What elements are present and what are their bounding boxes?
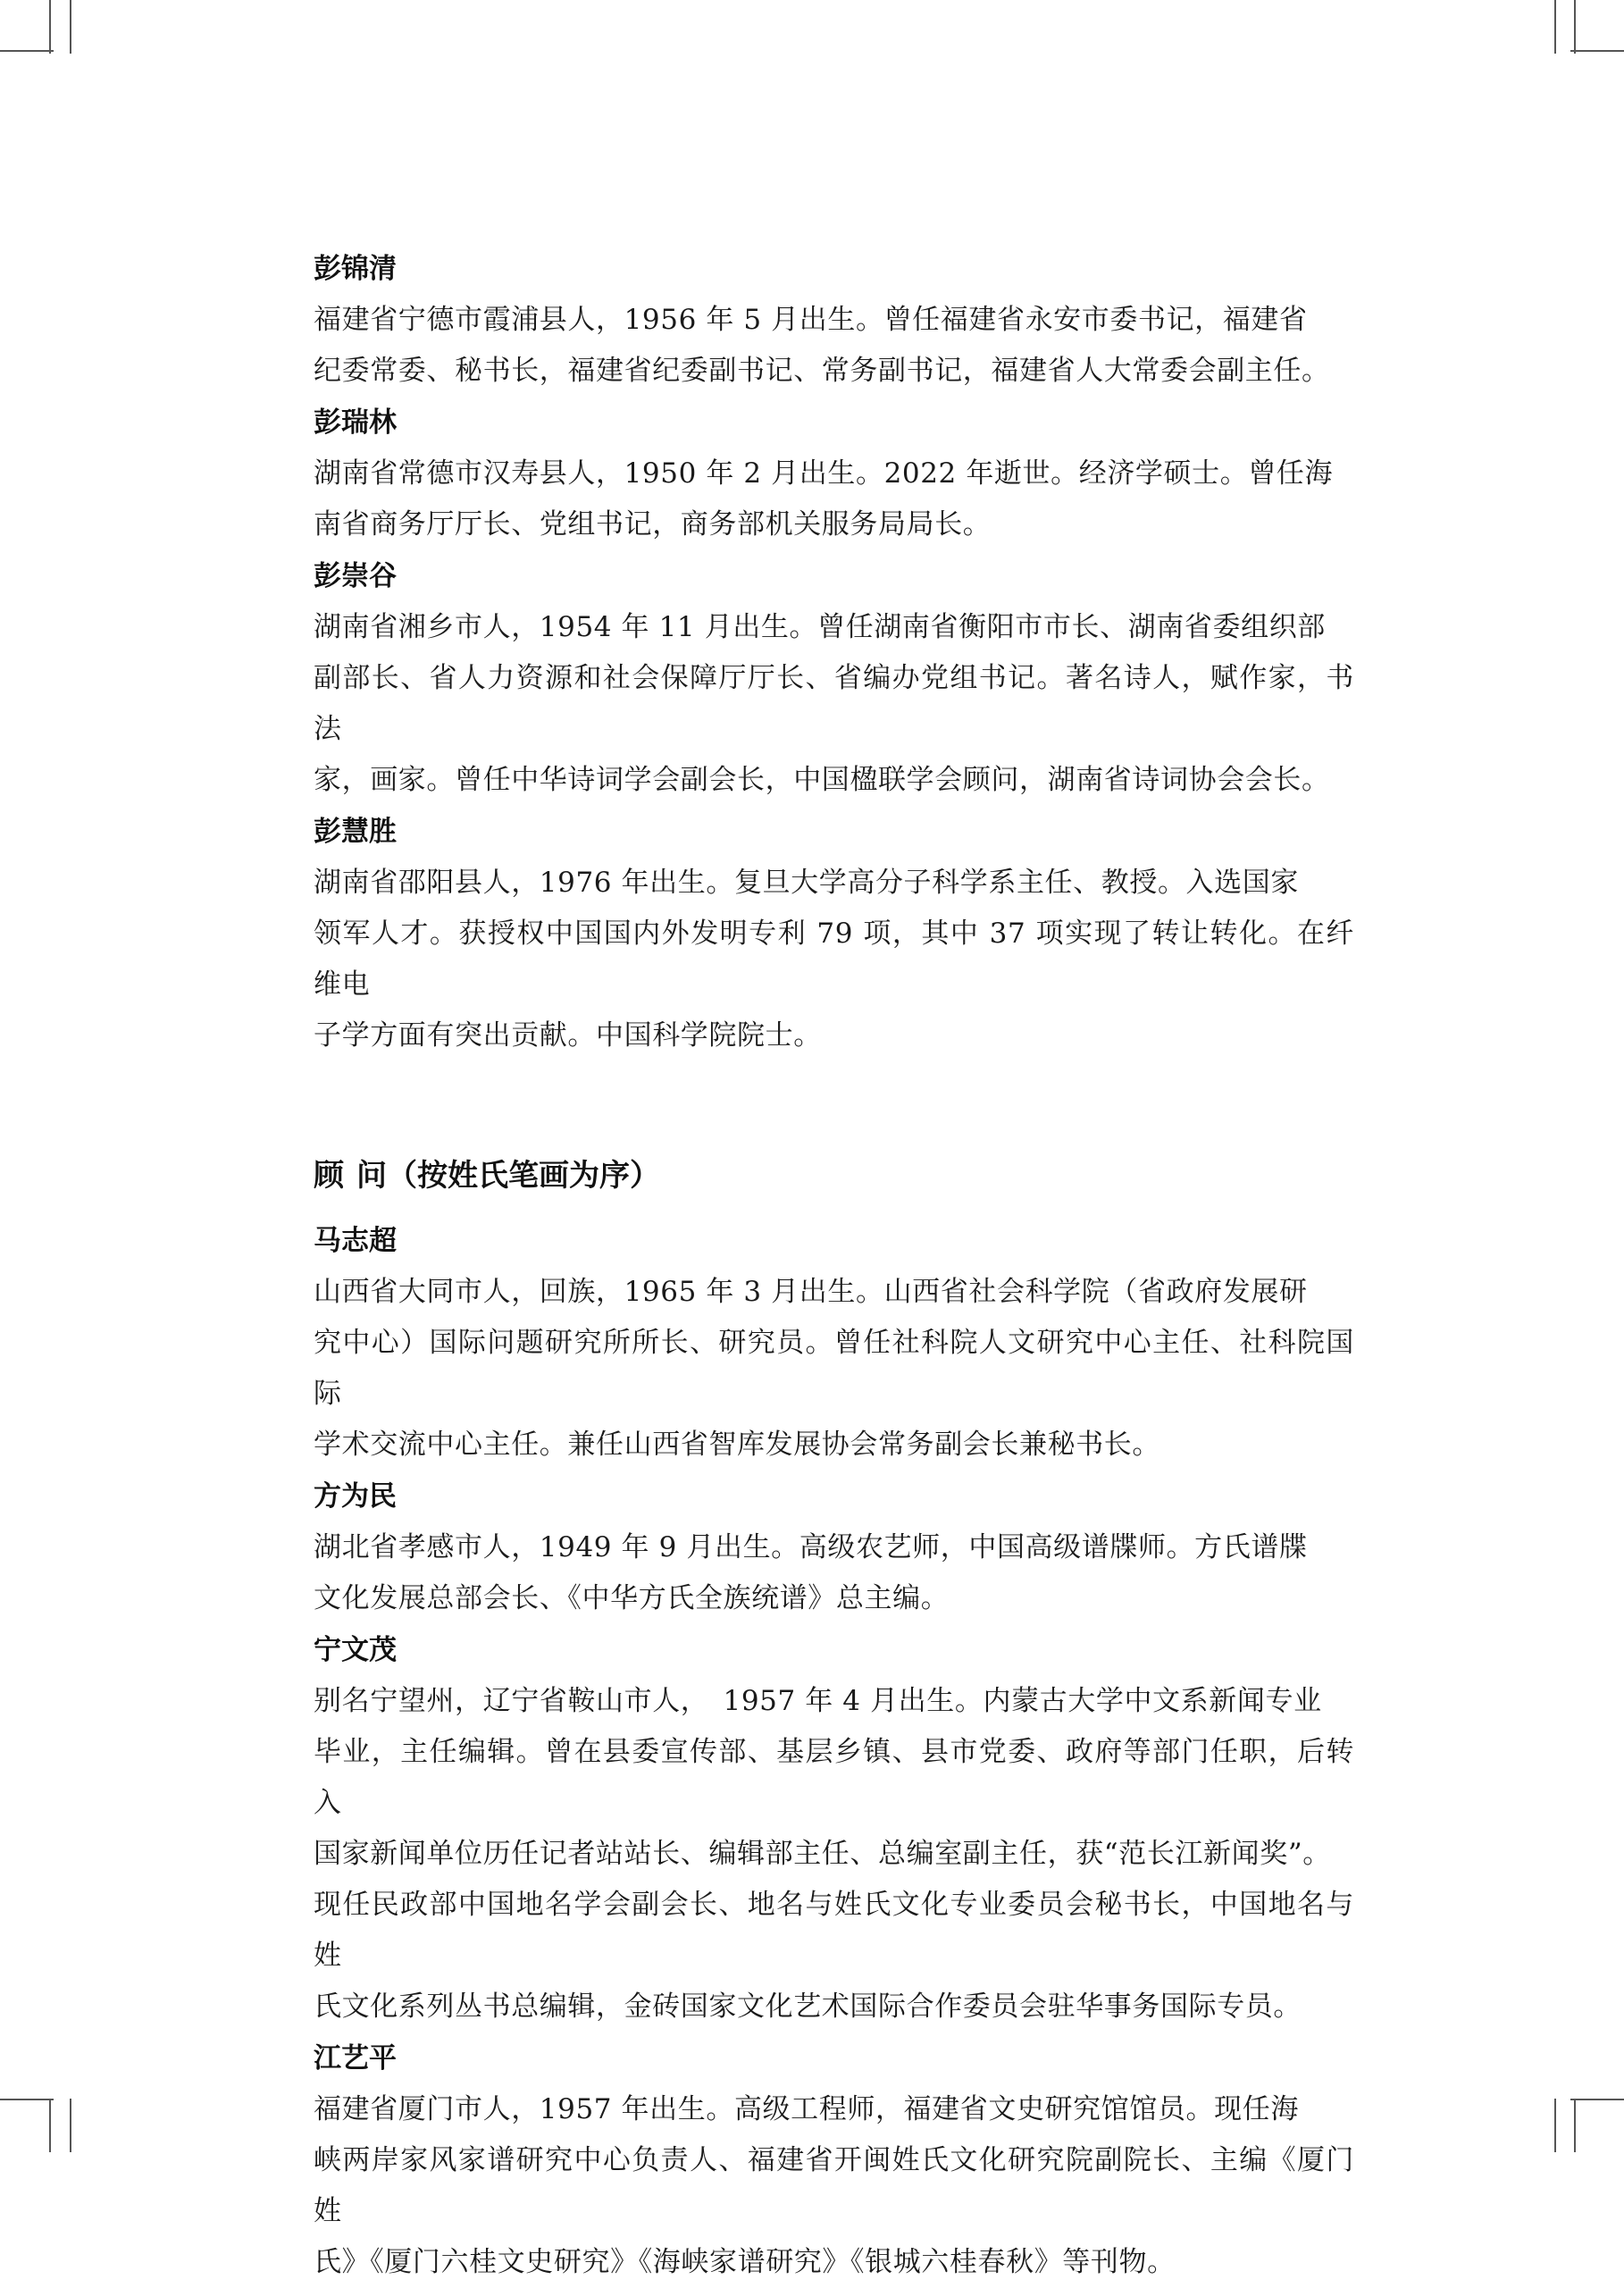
crop-mark-br-vertical-1 [1554,2099,1556,2152]
person-name: 江艺平 [314,2042,397,2074]
crop-mark-br-horizontal [1570,2099,1624,2100]
biography-entry [314,2032,1354,2288]
crop-mark-tl-horizontal [0,50,54,52]
biography-text [314,602,1354,806]
biography-text [314,1522,1354,1624]
person-name: 彭崇谷 [314,560,397,592]
crop-mark-tl-vertical-2 [70,0,71,54]
section-heading-advisors [314,1149,1354,1203]
bio-line: 氏文化系列丛书总编辑，金砖国家文化艺术国际合作委员会驻华事务国际专员。 [314,1990,1302,2023]
bio-line: 文化发展总部会长、《中华方氏全族统谱》总主编。 [314,1582,950,1614]
biography-text [314,448,1354,550]
person-name: 宁文茂 [314,1634,397,1666]
crop-mark-br-vertical-2 [1574,2099,1576,2152]
section-title-first: 顾 [314,1158,344,1194]
bio-line: 家，画家。曾任中华诗词学会副会长，中国楹联学会顾问，湖南省诗词协会会长。 [314,764,1330,796]
biography-text [314,1267,1354,1471]
bio-line: 南省商务厅厅长、党组书记，商务部机关服务局局长。 [314,508,992,541]
crop-mark-tl-vertical-1 [49,0,51,54]
crop-mark-bl-vertical-2 [70,2099,71,2152]
biography-text [314,295,1354,397]
bio-line: 国家新闻单位历任记者站站长、编辑部主任、总编室副主任，获“范长江新闻奖”。 [314,1838,1331,1870]
person-name: 方为民 [314,1480,397,1513]
biography-entry [314,550,1354,806]
biography-text [314,858,1354,1061]
bio-line: 别名宁望州，辽宁省鞍山市人， 1957 年 4 月出生。内蒙古大学中文系新闻专业 [314,1685,1322,1717]
biography-entry [314,1624,1354,2032]
bio-line: 领军人才。获授权中国国内外发明专利 79 项，其中 37 项实现了转让转化。在纤维电 [314,918,1354,1001]
crop-mark-bl-horizontal [0,2099,54,2100]
bio-line: 湖南省常德市汉寿县人，1950 年 2 月出生。2022 年逝世。经济学硕士。曾任海 [314,457,1334,490]
biography-text [314,2084,1354,2288]
bio-line: 氏》《厦门六桂文史研究》《海峡家谱研究》《银城六桂春秋》等刊物。 [314,2246,1176,2278]
biography-entry [314,1471,1354,1624]
bio-line: 子学方面有突出贡献。中国科学院院士。 [314,1019,822,1052]
entry-group-2 [314,1215,1354,2288]
person-name: 彭锦清 [314,253,397,285]
crop-mark-tr-vertical-2 [1574,0,1576,54]
person-name: 马志超 [314,1225,397,1257]
biography-text [314,1676,1354,2032]
biography-entry [314,1215,1354,1471]
section-title-rest: 问（按姓氏笔画为序） [356,1158,660,1194]
bio-line: 纪委常委、秘书长，福建省纪委副书记、常务副书记，福建省人大常委会副主任。 [314,355,1330,387]
entry-group-1 [314,243,1354,1061]
page-content [314,243,1354,2288]
bio-line: 毕业，主任编辑。曾在县委宣传部、基层乡镇、县市党委、政府等部门任职，后转入 [314,1736,1354,1819]
bio-line: 福建省宁德市霞浦县人，1956 年 5 月出生。曾任福建省永安市委书记，福建省 [314,304,1308,336]
bio-line: 现任民政部中国地名学会副会长、地名与姓氏文化专业委员会秘书长，中国地名与姓 [314,1889,1354,1972]
biography-entry [314,806,1354,1061]
bio-line: 湖南省邵阳县人，1976 年出生。复旦大学高分子科学系主任、教授。入选国家 [314,867,1299,899]
bio-line: 学术交流中心主任。兼任山西省智库发展协会常务副会长兼秘书长。 [314,1429,1160,1461]
bio-line: 福建省厦门市人，1957 年出生。高级工程师，福建省文史研究馆馆员。现任海 [314,2093,1299,2125]
person-name: 彭瑞林 [314,406,397,439]
biography-entry [314,243,1354,397]
bio-line: 峡两岸家风家谱研究中心负责人、福建省开闽姓氏文化研究院副院长、主编《厦门姓 [314,2144,1354,2227]
person-name: 彭慧胜 [314,816,397,848]
bio-line: 山西省大同市人，回族，1965 年 3 月出生。山西省社会科学院（省政府发展研 [314,1276,1308,1308]
crop-mark-tr-vertical-1 [1554,0,1556,54]
biography-entry [314,397,1354,550]
crop-mark-tr-horizontal [1570,50,1624,52]
crop-mark-bl-vertical-1 [49,2099,51,2152]
bio-line: 副部长、省人力资源和社会保障厅厅长、省编办党组书记。著名诗人，赋作家，书法 [314,662,1354,745]
bio-line: 究中心）国际问题研究所所长、研究员。曾任社科院人文研究中心主任、社科院国际 [314,1327,1354,1410]
bio-line: 湖北省孝感市人，1949 年 9 月出生。高级农艺师，中国高级谱牒师。方氏谱牒 [314,1531,1308,1563]
bio-line: 湖南省湘乡市人，1954 年 11 月出生。曾任湖南省衡阳市市长、湖南省委组织部 [314,611,1326,643]
